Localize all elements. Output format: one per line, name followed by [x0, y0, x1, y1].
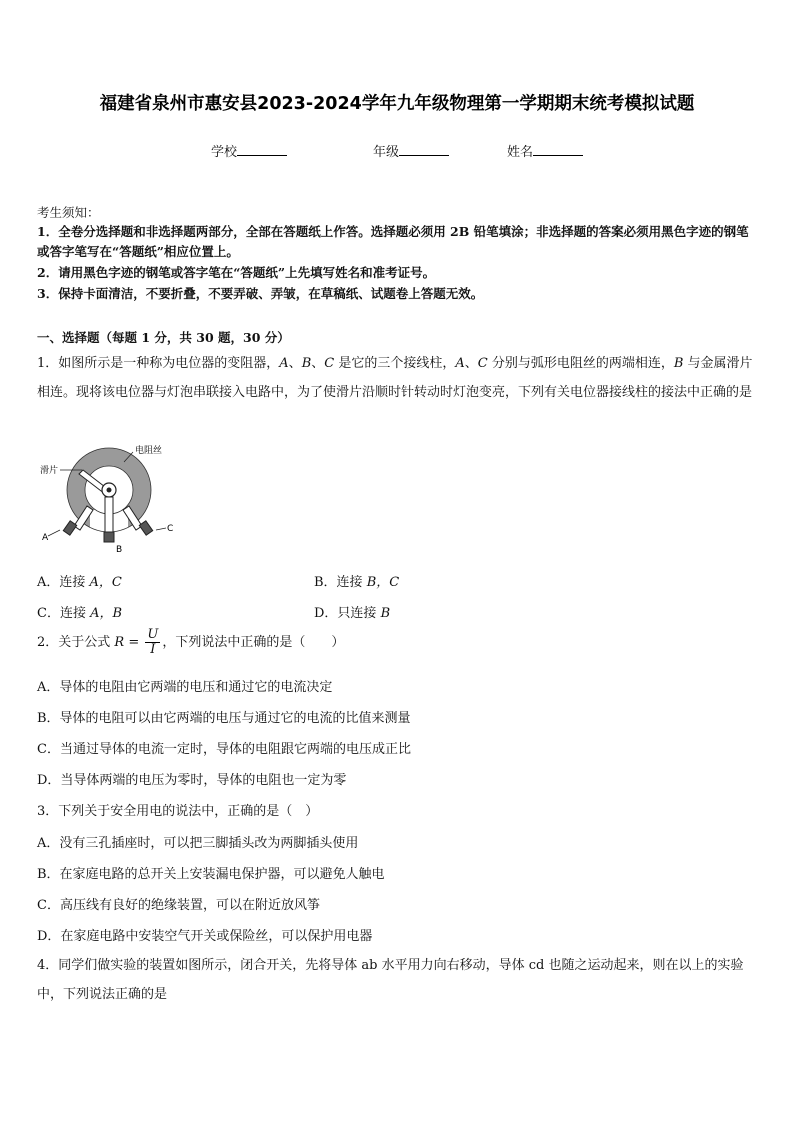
section-heading: 一、选择题（每题 1 分，共 30 题，30 分）	[37, 330, 290, 345]
q3-option-b: B．在家庭电路的总开关上安装漏电保护器，可以避免人触电	[37, 867, 385, 882]
page-title: 福建省泉州市惠安县2023-2024学年九年级物理第一学期期末统考模拟试题	[99, 94, 695, 114]
option-value: A，C	[89, 575, 122, 590]
q2-option-a: A．导体的电阻由它两端的电压和通过它的电流决定	[37, 680, 333, 695]
option-value: B	[380, 606, 391, 621]
school-label: 学校	[211, 145, 238, 160]
name-field	[507, 141, 583, 160]
q1-term-b: B	[301, 356, 312, 371]
q1-option-d	[314, 602, 390, 621]
question-4-stem: 4．同学们做实验的装置如图所示，闭合开关，先将导体 ab 水平用力向右移动，导体 cd 也随之运动起来，则在以上的实验中，下列说法正确的是	[37, 958, 744, 1002]
q1-sep: 、	[288, 356, 302, 371]
school-blank	[237, 143, 287, 156]
label-terminal-c: C	[167, 524, 174, 534]
q1-text: 与金属滑片相连。现将该电位器与灯泡串联接入电路中，为了使滑片沿顺时针转动时灯泡变亮，下列有关电位器接线柱的接法中正确的是	[37, 356, 753, 400]
option-label: D．只连接	[314, 606, 381, 621]
question-2-stem	[37, 628, 344, 657]
notice-heading: 考生须知：	[37, 205, 100, 220]
q3-option-c: C．高压线有良好的绝缘装置，可以在附近放风筝	[37, 898, 320, 913]
notice-item-2: 2．请用黑色字迹的钢笔或答字笔在“答题纸”上先填写姓名和准考证号。	[37, 265, 436, 280]
potentiometer-diagram	[38, 440, 188, 560]
label-resistance-wire: 电阻丝	[135, 446, 163, 456]
grade-blank	[399, 143, 449, 156]
q1-option-b	[314, 571, 399, 590]
school-field	[211, 141, 287, 160]
grade-label: 年级	[373, 145, 400, 160]
q1-term-b: B	[673, 356, 684, 371]
label-terminal-b: B	[116, 545, 123, 555]
q1-sep: 、	[464, 356, 478, 371]
notice-item-1: 1．全卷分选择题和非选择题两部分，全部在答题纸上作答。选择题必须用 2B 铅笔填涂；非选择题的答案必须用黑色字迹的钢笔或答字笔写在“答题纸”相应位置上。	[37, 224, 749, 259]
student-info-row	[0, 141, 794, 161]
q1-option-a	[37, 571, 122, 590]
q1-term-a: A	[455, 356, 465, 371]
q2-formula-fraction	[145, 628, 160, 657]
q1-option-c	[37, 602, 122, 621]
q2-option-b: B．导体的电阻可以由它两端的电压与通过它的电流的比值来测量	[37, 711, 411, 726]
name-blank	[533, 143, 583, 156]
option-label: A．连接	[37, 575, 90, 590]
option-label: C．连接	[37, 606, 91, 621]
notice-item-3: 3．保持卡面清洁，不要折叠，不要弄破、弄皱，在草稿纸、试题卷上答题无效。	[37, 286, 484, 301]
q1-sep: 、	[311, 356, 325, 371]
q1-text: 1．如图所示是一种称为电位器的变阻器，	[37, 356, 280, 371]
option-value: B，C	[366, 575, 400, 590]
label-slider: 滑片	[40, 466, 59, 476]
option-value: A，B	[90, 606, 123, 621]
q1-text: 分别与弧形电阻丝的两端相连，	[487, 356, 674, 371]
label-terminal-a: A	[42, 533, 49, 543]
question-1-stem	[37, 349, 759, 407]
q3-option-a: A．没有三孔插座时，可以把三脚插头改为两脚插头使用	[37, 836, 359, 851]
q1-term-a: A	[279, 356, 289, 371]
name-label: 姓名	[507, 145, 534, 160]
q2-formula-r: R	[114, 635, 125, 650]
fraction-numerator: U	[147, 627, 159, 642]
question-3-stem: 3．下列关于安全用电的说法中，正确的是（ ）	[37, 804, 319, 819]
q2-formula-eq: =	[124, 635, 144, 650]
grade-field	[373, 141, 449, 160]
option-label: B．连接	[314, 575, 367, 590]
q2-option-d: D．当导体两端的电压为零时，导体的电阻也一定为零	[37, 773, 347, 788]
q3-option-d: D．在家庭电路中安装空气开关或保险丝，可以保护用电器	[37, 929, 373, 944]
q1-text: 是它的三个接线柱，	[334, 356, 456, 371]
q1-term-c: C	[324, 356, 335, 371]
q2-option-c: C．当通过导体的电流一定时，导体的电阻跟它两端的电压成正比	[37, 742, 411, 757]
potentiometer-figure	[38, 440, 188, 560]
fraction-denominator: I	[150, 642, 156, 657]
q2-text: 2．关于公式	[37, 635, 115, 650]
q1-term-c: C	[477, 356, 488, 371]
q2-text: ，下列说法中正确的是（ ）	[162, 635, 345, 650]
